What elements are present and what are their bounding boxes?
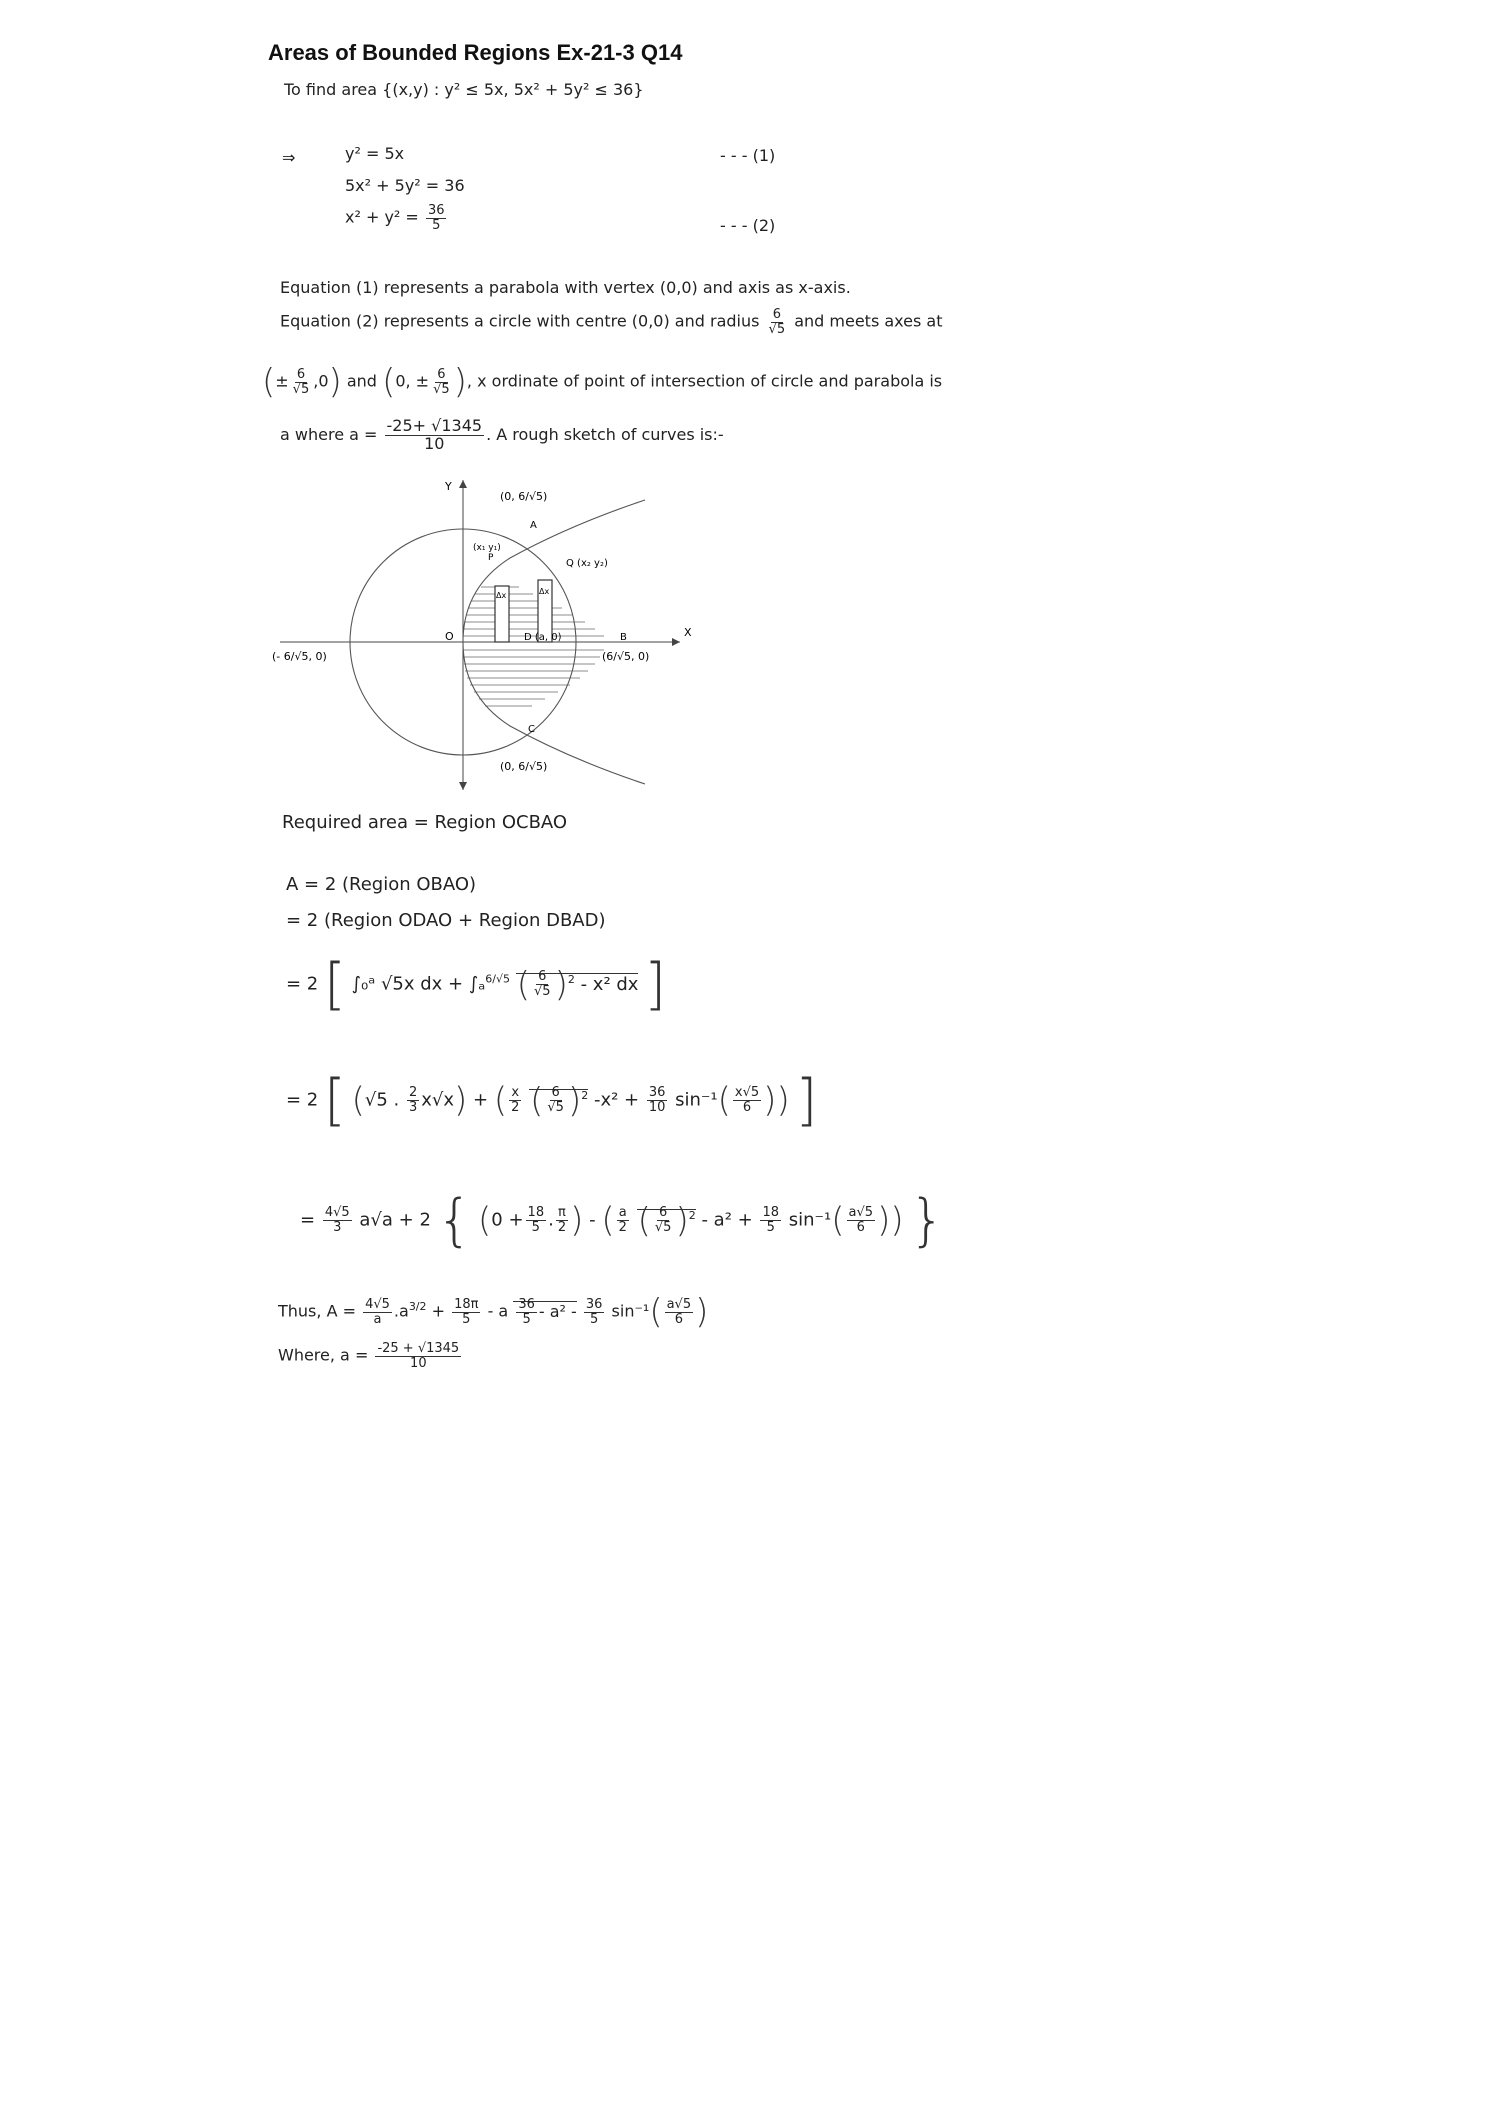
equation-2-tag: - - - (2) xyxy=(720,216,776,235)
intro-text: To find area {(x,y) : y² ≤ 5x, 5x² + 5y² ≤ 36} xyxy=(284,80,644,99)
point-p-label: P xyxy=(488,553,494,563)
top-point-label: (0, 6/√5) xyxy=(500,490,548,503)
equation-1: y² = 5x xyxy=(345,144,405,163)
delta-x-1: Δx xyxy=(496,591,507,600)
implies-symbol: ⇒ xyxy=(282,148,296,167)
step-4: = 2 [ (√5 . $\frac{2}{3}$ x√x) + ( $\frac{x}{2}$ ( $\frac{6}{√5}$ )$^2$ -x² + $\frac{36}{10}$ sin⁻¹( $\frac{x√5}{6}$ )) ] xyxy=(286,1068,818,1133)
where-line: Where, a = $\frac{-25 + √1345}{10}$ xyxy=(278,1341,460,1371)
step-1: A = 2 (Region OBAO) xyxy=(286,874,477,895)
paragraph-circle: Equation (2) represents a circle with centre (0,0) and radius $\frac{6}{√5}$ and meets axes at xyxy=(280,307,943,337)
origin-label: O xyxy=(445,630,454,643)
point-d-label: D (a, 0) xyxy=(524,632,562,643)
right-point-label: (6/√5, 0) xyxy=(602,650,650,663)
paragraph-parabola: Equation (1) represents a parabola with vertex (0,0) and axis as x-axis. xyxy=(280,278,851,297)
left-point-label: (- 6/√5, 0) xyxy=(272,650,327,663)
step-2: = 2 (Region ODAO + Region DBAD) xyxy=(286,910,606,931)
point-c-label: C xyxy=(528,724,535,735)
required-area: Required area = Region OCBAO xyxy=(282,812,568,833)
hatching xyxy=(463,587,604,706)
step-5: = $\frac{4√5}{3}$ a√a + 2 { (0 + $\frac{18}{5}$ . $\frac{\pi}{2}$ ) - ( $\frac{a}{2}$ ( $\frac{6}{√5}$ )$^2$ - a² + $\frac{18}{5}$ sin⁻¹( $\frac{a√5}{6}$ )) } xyxy=(300,1188,945,1253)
equation-2a: 5x² + 5y² = 36 xyxy=(345,176,465,195)
point-q-label: Q (x₂ y₂) xyxy=(566,558,608,569)
delta-x-2: Δx xyxy=(539,587,550,596)
step-3: = 2 [ ∫₀ᵃ √5x dx + ∫ₐ$^{6/√5}$ ( $\frac{6}{√5}$ )$^2$ - x² dx ] xyxy=(286,952,667,1017)
paragraph-intersection: a where a = $\frac{-25+ √1345}{10}$ . A rough sketch of curves is:- xyxy=(280,416,724,453)
y-axis-label: Y xyxy=(445,480,452,493)
paragraph-axes-points: (± $\frac{6}{√5}$ ,0) and (0, ± $\frac{6}{√5}$ ), x ordinate of point of intersection of circle and parabola is xyxy=(262,362,943,402)
final-answer: Thus, A = $\frac{4√5}{a}$ $.a^{3/2}$ + $\frac{18\pi}{5}$ - a $\frac{36}{5}$ - a² - $\frac{36}{5}$ sin⁻¹( $\frac{a√5}{6}$ ) xyxy=(278,1292,709,1332)
bottom-point-label: (0, 6/√5) xyxy=(500,760,548,773)
point-p-coord: (x₁ y₁) xyxy=(473,543,501,553)
page-title: Areas of Bounded Regions Ex-21-3 Q14 xyxy=(268,40,683,65)
point-b-label: B xyxy=(620,632,627,643)
curves-diagram xyxy=(270,470,700,800)
equation-1-tag: - - - (1) xyxy=(720,146,776,165)
x-axis-label: X xyxy=(684,626,692,639)
point-a-label: A xyxy=(530,520,537,531)
equation-2b: x² + y² = $\frac{36}{5}$ xyxy=(345,203,445,233)
